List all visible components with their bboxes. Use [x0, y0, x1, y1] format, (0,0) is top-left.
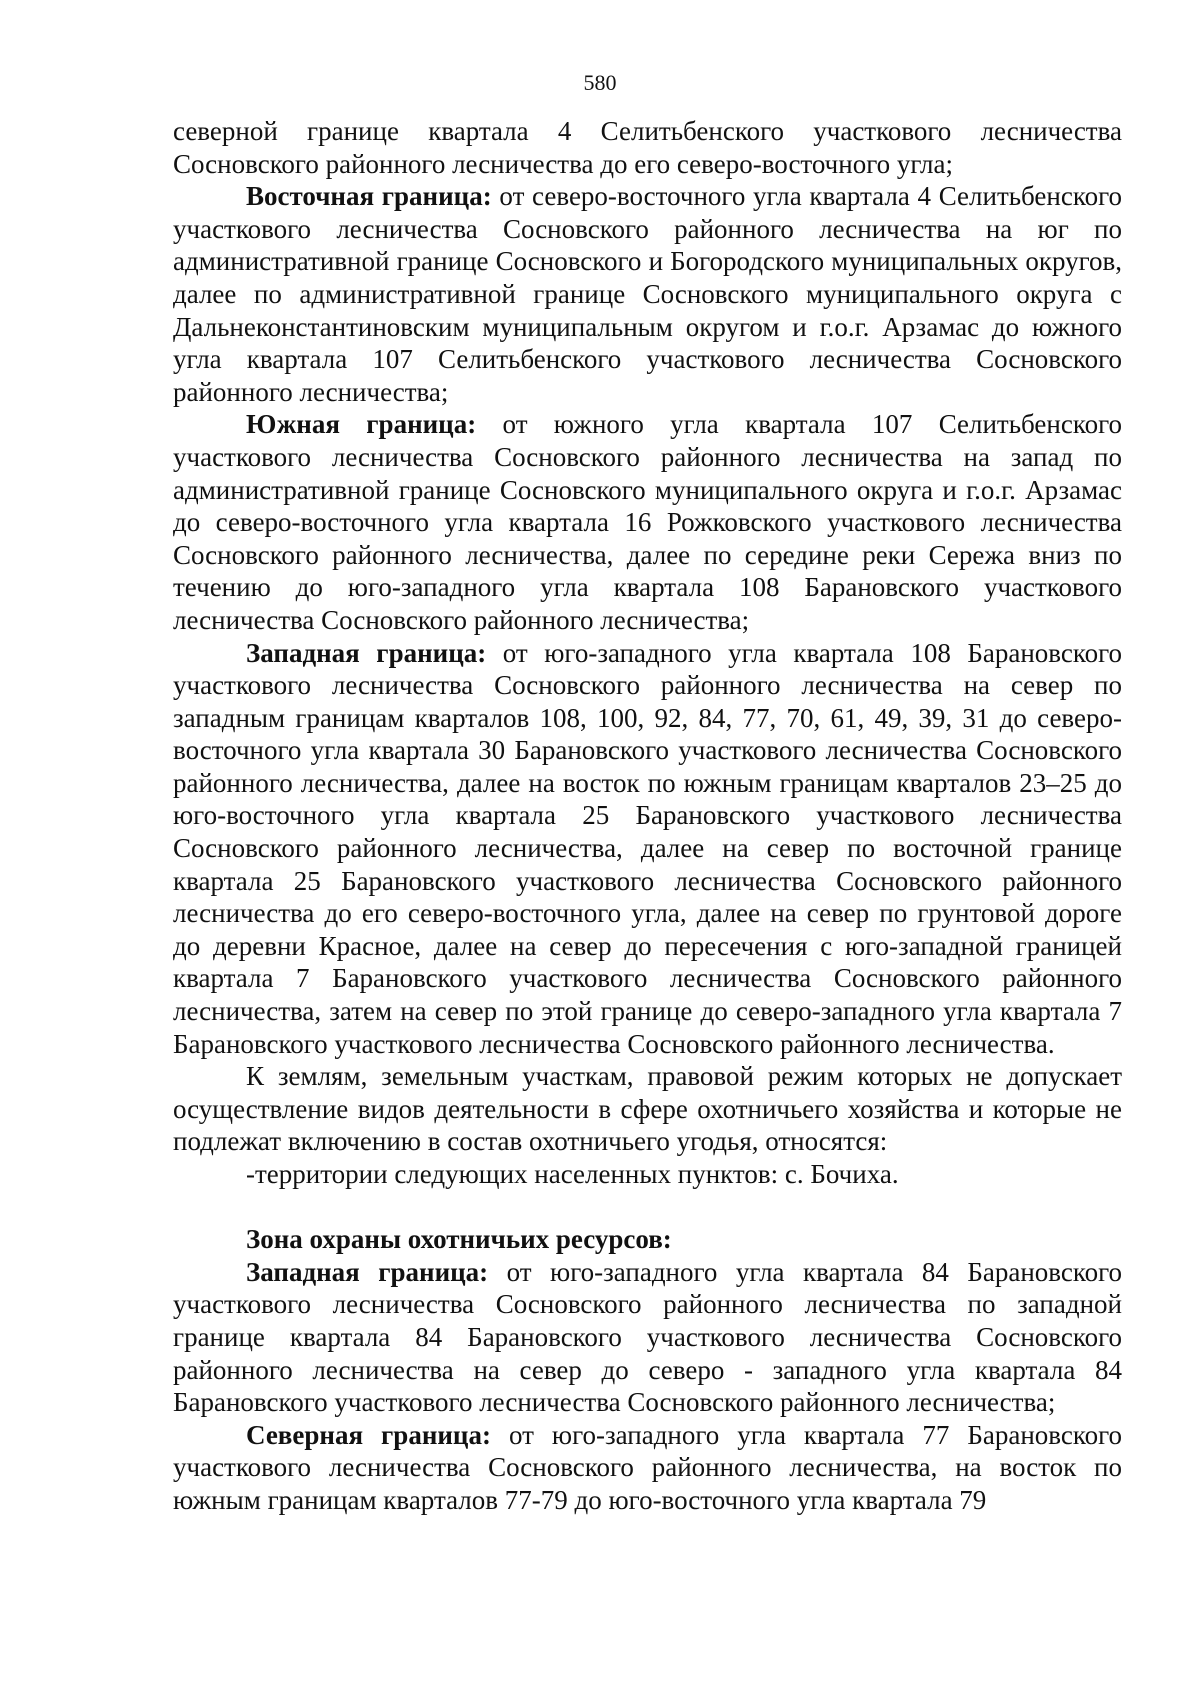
paragraph [173, 1158, 1122, 1191]
paragraph [173, 180, 1122, 408]
paragraph-text: от южного угла квартала 107 Селитьбенского участкового лесничества Сосновского районного лесничества на запад по административной границе Сосновского муниципального округа и г.о.г. Арзамас до северо-восточного угла квартала 16 Рожковского участкового лесничества Сосновского районного лесничества, далее по середине реки Сережа вниз по течению до юго-западного угла квартала 108 Барановского участкового лесничества Сосновского районного лесничества; [173, 409, 1122, 635]
boundary-label: Северная граница: [246, 1419, 491, 1450]
blank-line [173, 1191, 1122, 1224]
document-body [173, 115, 1122, 1517]
paragraph-text: от юго-западного угла квартала 108 Барановского участкового лесничества Сосновского районного лесничества на север по западным границам кварталов 108, 100, 92, 84, 77, 70, 61, 49, 39, 31 до северо-восточного угла квартала 30 Барановского участкового лесничества Сосновского районного лесничества, далее на восток по южным границам кварталов 23–25 до юго-восточного угла квартала 25 Барановского участкового лесничества Сосновского районного лесничества, далее на север по восточной границе квартала 25 Барановского участкового лесничества Сосновского районного лесничества до его северо-восточного угла, далее на север по грунтовой дороге до деревни Красное, далее на север до пересечения с юго-западной границей квартала 7 Барановского участкового лесничества Сосновского районного лесничества, затем на север по этой границе до северо-западного угла квартала 7 Барановского участкового лесничества Сосновского районного лесничества. [173, 637, 1122, 1059]
paragraph-text: от юго-западного угла квартала 77 Барановского участкового лесничества Сосновского районного лесничества, на восток по южным границам кварталов 77-79 до юго-восточного угла квартала 79 [173, 1419, 1122, 1515]
paragraph-text: К землям, земельным участкам, правовой режим которых не допускает осуществление видов деятельности в сфере охотничьего хозяйства и которые не подлежат включению в состав охотничьего угодья, относятся: [173, 1061, 1122, 1157]
boundary-label: Западная граница: [246, 637, 487, 668]
paragraph [173, 408, 1122, 636]
paragraph [173, 1419, 1122, 1517]
paragraph-text: от северо-восточного угла квартала 4 Селитьбенского участкового лесничества Сосновского районного лесничества на юг по административной границе Сосновского и Богородского муниципальных округов, далее по административной границе Сосновского муниципального округа с Дальнеконстантиновским муниципальным округом и г.о.г. Арзамас до южного угла квартала 107 Селитьбенского участкового лесничества Сосновского районного лесничества; [173, 181, 1122, 407]
paragraph [173, 115, 1122, 180]
boundary-label: Южная граница: [246, 409, 477, 440]
paragraph-text: от юго-западного угла квартала 84 Барановского участкового лесничества Сосновского районного лесничества по западной границе квартала 84 Барановского участкового лесничества Сосновского районного лесничества на север до северо - западного угла квартала 84 Барановского участкового лесничества Сосновского районного лесничества; [173, 1256, 1122, 1418]
page-number: 580 [583, 70, 617, 95]
paragraph-text: -территории следующих населенных пунктов: с. Бочиха. [246, 1159, 899, 1189]
paragraph [173, 1060, 1122, 1158]
boundary-label: Восточная граница: [246, 181, 492, 212]
paragraph [173, 637, 1122, 1061]
boundary-label: Западная граница: [246, 1256, 489, 1287]
section-title: Зона охраны охотничьих ресурсов: [246, 1224, 672, 1255]
paragraph-text: северной границе квартала 4 Селитьбенского участкового лесничества Сосновского районного лесничества до его северо-восточного угла; [173, 116, 1122, 179]
paragraph [173, 1256, 1122, 1419]
